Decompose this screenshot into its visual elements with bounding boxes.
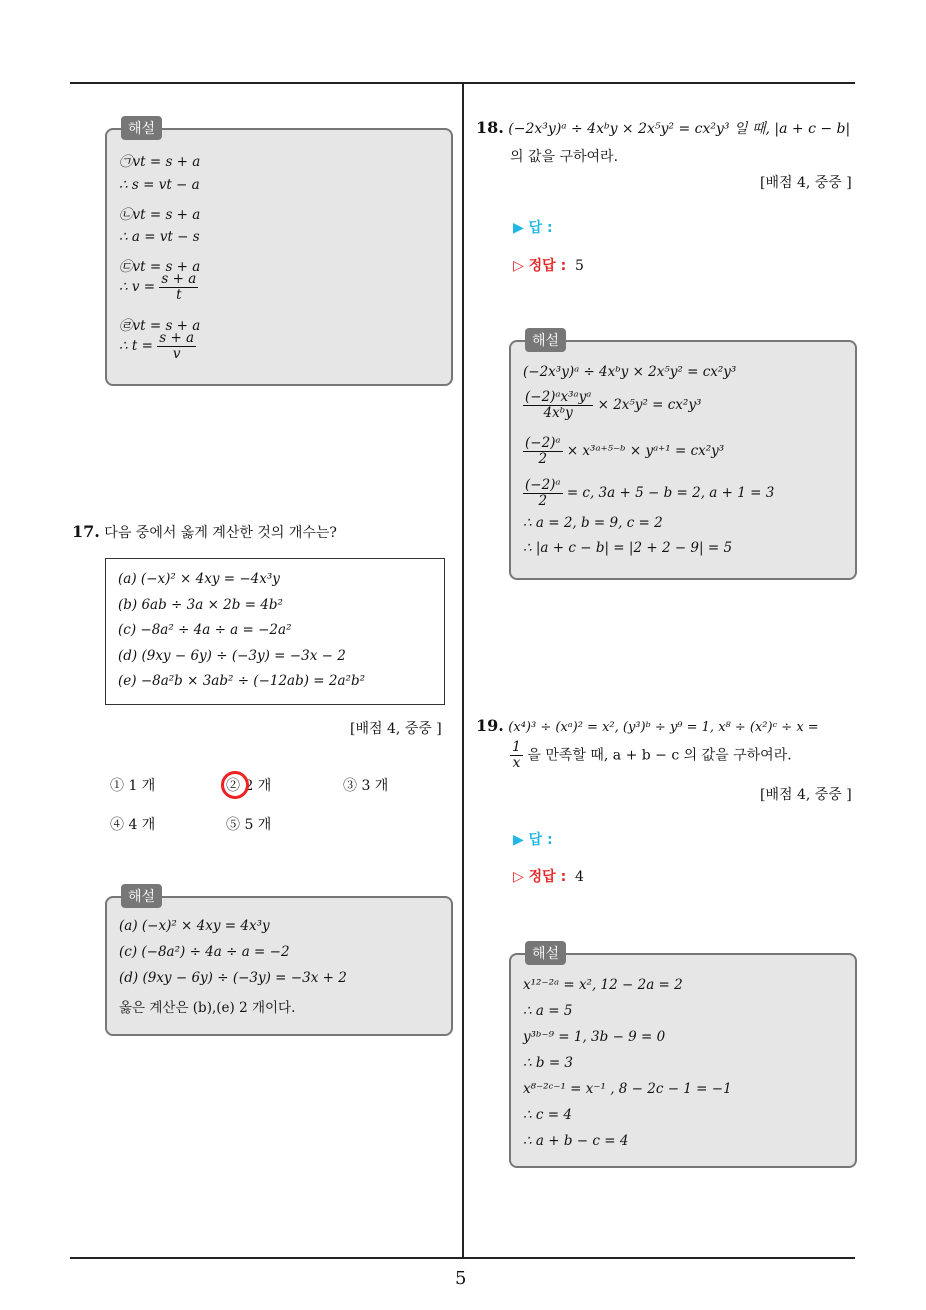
choice-1[interactable]: ① 1 개 bbox=[110, 778, 156, 794]
statement-item: (b) 6ab ÷ 3a × 2b = 4b² bbox=[118, 597, 283, 613]
solution-fraction-line: $\frac{\text{(−2)ᵃ}}{2}$ = c, 3a + 5 − b = 2, a + 1 = 3 bbox=[525, 477, 775, 509]
correct-answer-value: 4 bbox=[575, 869, 584, 885]
bottom-rule bbox=[70, 1257, 855, 1259]
page-number: 5 bbox=[455, 1268, 467, 1289]
answer-label[interactable]: ▶ 답 : bbox=[513, 220, 553, 236]
solution-tag: 해설 bbox=[121, 884, 162, 908]
solution-line: (c) (−8a²) ÷ 4a ÷ a = −2 bbox=[119, 944, 290, 960]
solution-box-4 bbox=[509, 946, 857, 1168]
selected-answer-mark bbox=[221, 771, 249, 799]
solution-fraction-line: $\frac{\text{(−2)ᵃx³ᵃyᵃ}}{\text{4xᵇy}}$ × 2x⁵y² = cx²y³ bbox=[525, 389, 702, 421]
question-17 bbox=[72, 518, 337, 547]
score-meta: [배점 4, 중중 ] bbox=[350, 721, 442, 737]
question-number: 19. bbox=[476, 716, 504, 735]
choice-4[interactable]: ④ 4 개 bbox=[110, 817, 156, 833]
answer-label[interactable]: ▶ 답 : bbox=[513, 832, 553, 848]
solution-fraction-line: $\frac{\text{(−2)ᵃ}}{2}$ × x³ᵃ⁺⁵⁻ᵇ × yᵃ⁺¹ = cx²y³ bbox=[525, 435, 725, 467]
statement-item: (e) −8a²b × 3ab² ÷ (−12ab) = 2a²b² bbox=[118, 673, 366, 689]
solution-box-1 bbox=[105, 121, 453, 386]
solution-line: ㉣vt = s + a bbox=[119, 318, 201, 334]
solution-tag: 해설 bbox=[525, 941, 566, 965]
solution-line: ∴ c = 4 bbox=[523, 1107, 572, 1123]
solution-line: (a) (−x)² × 4xy = 4x³y bbox=[119, 918, 270, 934]
correct-answer-label: ▷ 정답 : 4 bbox=[513, 869, 584, 885]
solution-fraction-line: ∴ v = $\frac{s + a}{t}$ bbox=[119, 271, 197, 303]
column-divider bbox=[462, 82, 464, 1258]
question-number: 18. bbox=[476, 118, 504, 137]
solution-line: x¹²⁻²ᵃ = x², 12 − 2a = 2 bbox=[523, 977, 683, 993]
solution-line: ㉡vt = s + a bbox=[119, 207, 201, 223]
score-meta: [배점 4, 중중 ] bbox=[760, 175, 852, 191]
solution-line: y³ᵇ⁻⁹ = 1, 3b − 9 = 0 bbox=[523, 1029, 666, 1045]
solution-line: (d) (9xy − 6y) ÷ (−3y) = −3x + 2 bbox=[119, 970, 347, 986]
question-text: 의 값을 구하여라. bbox=[510, 149, 619, 165]
fraction: $\frac{\text{(−2)ᵃ}}{2}$ bbox=[525, 477, 561, 509]
question-text: 다음 중에서 옳게 계산한 것의 개수는? bbox=[104, 525, 337, 541]
fraction: $\frac{\text{(−2)ᵃx³ᵃyᵃ}}{\text{4xᵇy}}$ bbox=[525, 389, 592, 421]
statement-item: (c) −8a² ÷ 4a ÷ a = −2a² bbox=[118, 622, 292, 638]
solution-line: (−2x³y)ᵃ ÷ 4xᵇy × 2x⁵y² = cx²y³ bbox=[523, 364, 737, 380]
solution-line: ∴ a + b − c = 4 bbox=[523, 1133, 629, 1149]
question-text: (−2x³y)ᵃ ÷ 4xᵇy × 2x⁵y² = cx²y³ 일 때, |a + c − b| bbox=[508, 121, 851, 137]
fraction: $\frac{1}{x}$ bbox=[512, 739, 521, 771]
question-19 bbox=[476, 712, 866, 742]
question-text: (x⁴)³ ÷ (xᵃ)² = x², (y³)ᵇ ÷ y⁹ = 1, x⁸ ÷ (x²)ᶜ ÷ x = bbox=[508, 720, 819, 735]
statement-item: (d) (9xy − 6y) ÷ (−3y) = −3x − 2 bbox=[118, 648, 346, 664]
solution-line: ∴ |a + c − b| = |2 + 2 − 9| = 5 bbox=[523, 540, 733, 556]
solution-line: ∴ a = vt − s bbox=[119, 229, 200, 245]
choice-2[interactable]: ② 2 개 bbox=[226, 778, 272, 794]
solution-line: x⁸⁻²ᶜ⁻¹ = x⁻¹ , 8 − 2c − 1 = −1 bbox=[523, 1081, 732, 1097]
solution-fraction-line: ∴ t = $\frac{s + a}{v}$ bbox=[119, 330, 195, 362]
correct-answer-label: ▷ 정답 : 5 bbox=[513, 258, 584, 274]
choice-3[interactable]: ③ 3 개 bbox=[343, 778, 389, 794]
solution-line: ∴ b = 3 bbox=[523, 1055, 574, 1071]
solution-tag: 해설 bbox=[121, 116, 162, 140]
question-19-cont bbox=[510, 740, 792, 771]
solution-line: 옳은 계산은 (b),(e) 2 개이다. bbox=[119, 1000, 296, 1016]
statement-box bbox=[105, 558, 445, 705]
question-18 bbox=[476, 114, 861, 171]
fraction: $\frac{s + a}{v}$ bbox=[159, 330, 195, 362]
solution-tag: 해설 bbox=[525, 328, 566, 352]
score-meta: [배점 4, 중중 ] bbox=[760, 787, 852, 803]
solution-line: ∴ a = 2, b = 9, c = 2 bbox=[523, 515, 663, 531]
solution-line: ㉢vt = s + a bbox=[119, 259, 201, 275]
question-text: 을 만족할 때, a + b − c 의 값을 구하여라. bbox=[527, 747, 792, 764]
solution-box-3 bbox=[509, 333, 857, 580]
correct-answer-value: 5 bbox=[575, 258, 584, 274]
fraction: $\frac{\text{(−2)ᵃ}}{2}$ bbox=[525, 435, 561, 467]
solution-line: ∴ s = vt − a bbox=[119, 177, 200, 193]
choice-5[interactable]: ⑤ 5 개 bbox=[226, 817, 272, 833]
fraction: $\frac{s + a}{t}$ bbox=[161, 271, 197, 303]
solution-line: ∴ a = 5 bbox=[523, 1003, 573, 1019]
statement-item: (a) (−x)² × 4xy = −4x³y bbox=[118, 571, 280, 587]
solution-box-2 bbox=[105, 889, 453, 1036]
solution-line: ㉠vt = s + a bbox=[119, 154, 201, 170]
question-number: 17. bbox=[72, 522, 100, 541]
